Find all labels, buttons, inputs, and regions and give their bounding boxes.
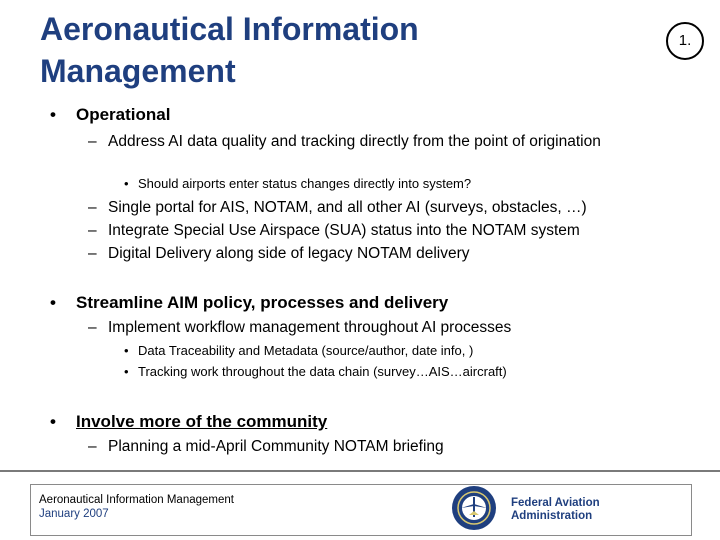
subsubbullet-data-traceability [124,342,473,359]
subbullet-text: Implement workflow management throughout AI processes [108,319,512,336]
bullet-icon: • [50,105,56,124]
footer-divider [0,470,720,472]
subsubbullet-text: Tracking work throughout the data chain (survey…AIS…aircraft) [138,364,507,379]
subbullet-integrate-sua [88,221,688,240]
footer-org-line2: Administration [511,509,593,522]
page-number-badge: 1. [666,22,704,60]
dash-icon: – [88,199,97,216]
subbullet-text: Digital Delivery along side of legacy NOTAM delivery [108,245,470,262]
dot-icon: • [124,343,129,358]
footer-org-line1: Federal Aviation [511,497,600,509]
faa-seal-icon [451,485,497,531]
dash-icon: – [88,438,97,455]
bullet-operational [50,104,170,126]
bullet-text: Streamline AIM policy, processes and delivery [76,293,449,312]
footer [30,484,692,536]
subsubbullet-tracking-work [124,363,507,380]
bullet-text: Involve more of the community [76,412,328,431]
subbullet-text: Planning a mid-April Community NOTAM briefing [108,438,444,455]
dash-icon: – [88,133,97,150]
subbullet-workflow-management [88,318,688,337]
bullet-text: Operational [76,105,171,124]
dash-icon: – [88,319,97,336]
subbullet-address-ai-data [88,132,628,151]
subbullet-single-portal [88,198,688,217]
bullet-icon: • [50,293,56,312]
subsubbullet-airports-status [124,175,471,192]
subsubbullet-text: Data Traceability and Metadata (source/author, date info, ) [138,343,474,358]
dot-icon: • [124,176,129,191]
footer-org [511,497,600,522]
bullet-involve-community [50,411,327,433]
slide-title: Aeronautical Information Management [40,11,419,89]
footer-title: Aeronautical Information Management [39,494,234,506]
subbullet-digital-delivery [88,244,688,263]
subbullet-text: Address AI data quality and tracking directly from the point of origination [108,133,601,150]
footer-date: January 2007 [39,508,109,520]
subbullet-notam-briefing [88,437,688,456]
dash-icon: – [88,222,97,239]
bullet-icon: • [50,412,56,431]
dot-icon: • [124,364,129,379]
subsubbullet-text: Should airports enter status changes directly into system? [138,176,472,191]
bullet-streamline-aim [50,292,448,314]
footer-left [39,493,234,521]
subbullet-text: Integrate Special Use Airspace (SUA) status into the NOTAM system [108,222,580,239]
dash-icon: – [88,245,97,262]
subbullet-text: Single portal for AIS, NOTAM, and all other AI (surveys, obstacles, …) [108,199,587,216]
